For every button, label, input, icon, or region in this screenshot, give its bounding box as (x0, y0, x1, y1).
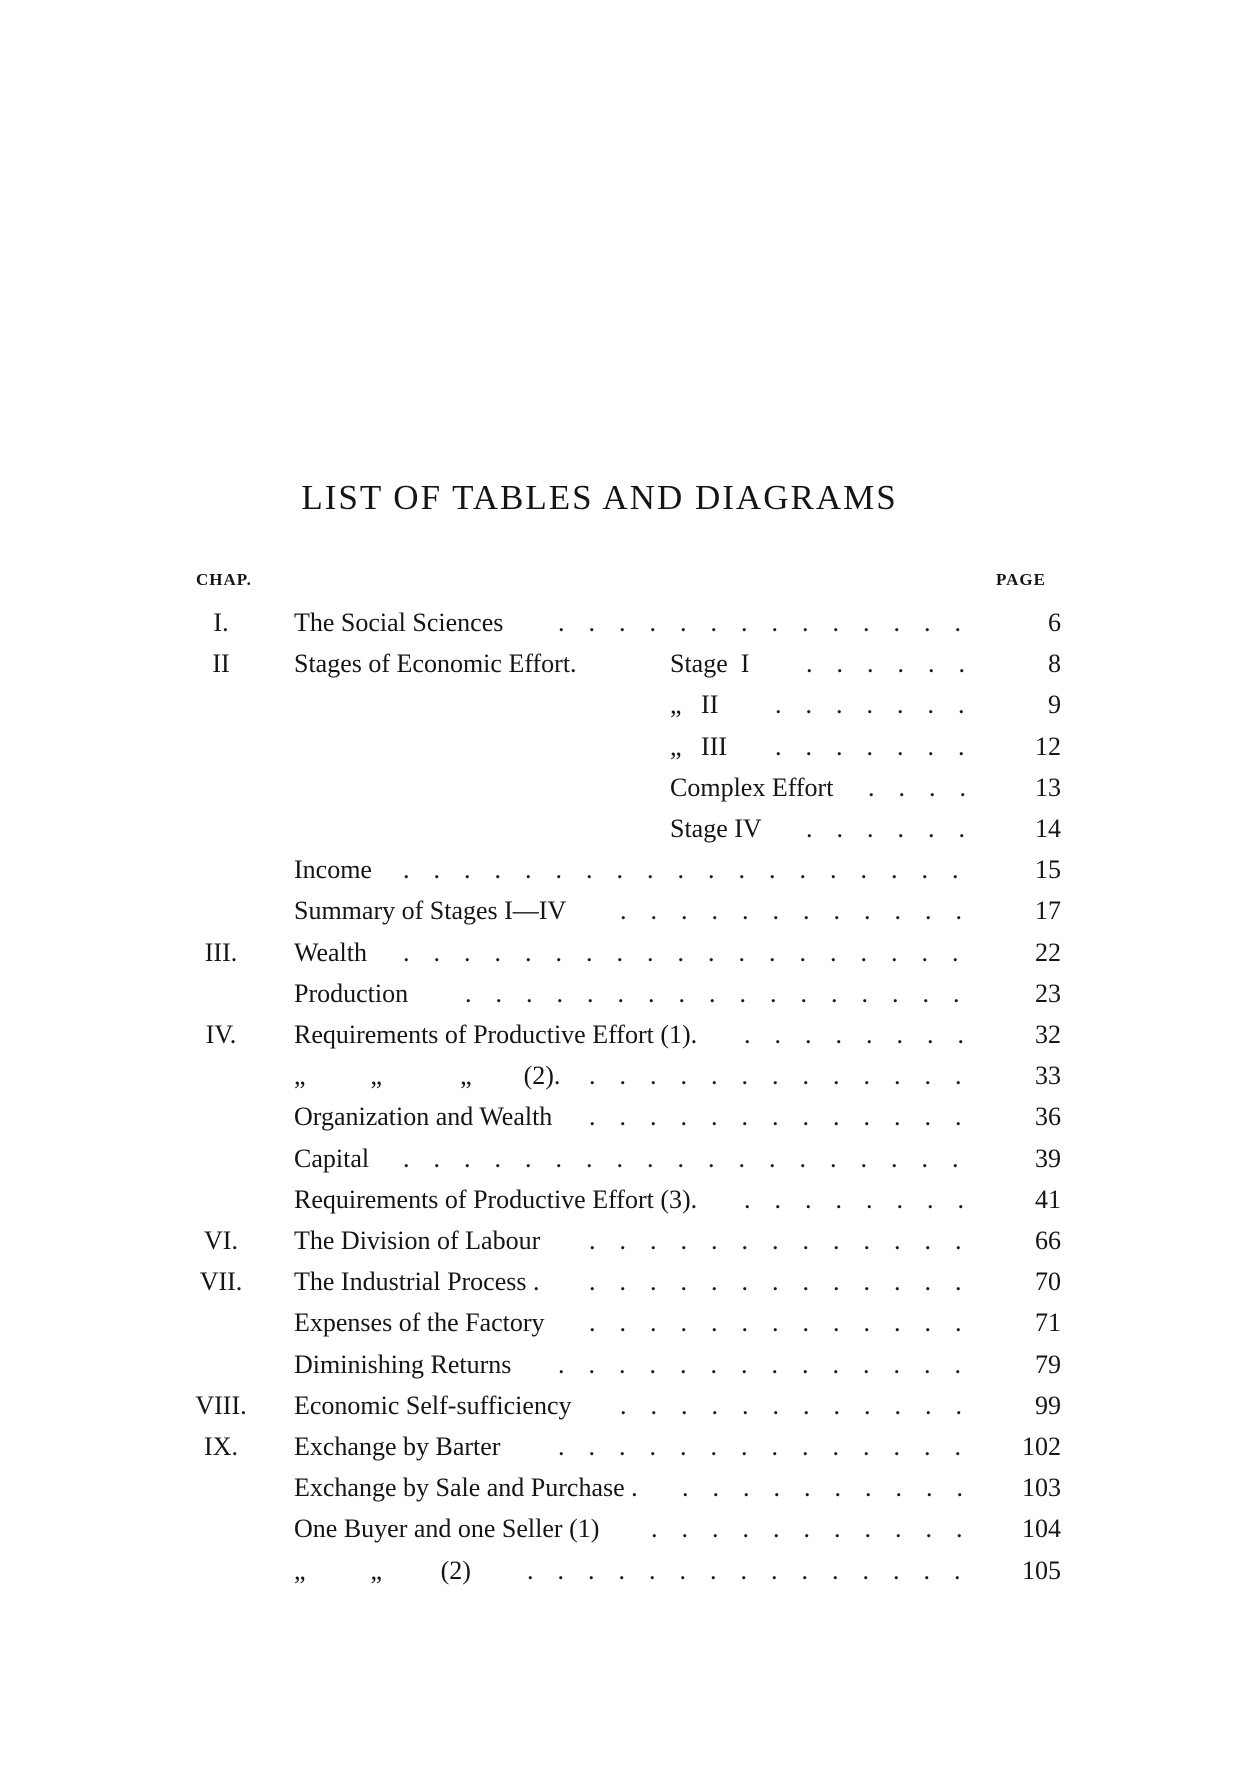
page-number: 23 (1035, 978, 1061, 1008)
list-item (0, 932, 1259, 973)
leader-dots: .... (868, 772, 990, 802)
chap-column-header: CHAP. (196, 570, 252, 589)
entry-title: Economic Self-sufficiency (294, 1390, 572, 1420)
entry-title: Organization and Wealth (294, 1102, 553, 1132)
entry-title: „ „ „ (2). (294, 1061, 561, 1091)
leader-dots: ....... (775, 690, 989, 720)
page-number: 22 (1035, 937, 1061, 967)
page-title: LIST OF TABLES AND DIAGRAMS (301, 478, 898, 517)
page-number: 32 (1035, 1020, 1061, 1049)
entry-title: Exchange by Sale and Purchase . (294, 1473, 638, 1503)
entry-title: Production (294, 978, 409, 1008)
list-item (0, 726, 1259, 767)
page-number: 17 (1035, 896, 1061, 926)
page-number: 41 (1035, 1184, 1061, 1214)
entry-title: „ „ (2) (294, 1555, 471, 1585)
list-item (0, 1302, 1259, 1343)
list-item (0, 1055, 1259, 1096)
leader-dots: ........ (744, 1184, 988, 1214)
list-item (0, 767, 1259, 808)
page-number: 13 (1035, 772, 1061, 802)
leader-dots: ................... (403, 937, 983, 967)
entry-subtitle: Stage I (670, 649, 750, 679)
entry-title: Requirements of Productive Effort (1). (294, 1020, 698, 1049)
entry-title: Income (294, 855, 372, 885)
entry-title: The Industrial Process . (294, 1267, 540, 1297)
leader-dots: ............ (620, 1390, 986, 1420)
page-number: 8 (1048, 649, 1061, 679)
page-number: 14 (1035, 814, 1061, 843)
list-item (0, 1550, 1259, 1591)
list-item (0, 1096, 1259, 1137)
page-number: 36 (1035, 1102, 1061, 1132)
list-item (0, 1385, 1259, 1426)
leader-dots: ............ (620, 896, 986, 926)
entry-title: Capital (294, 1143, 370, 1173)
list-item (0, 1014, 1259, 1055)
entry-title: Summary of Stages I—IV (294, 896, 567, 926)
leader-dots: ............. (589, 1267, 986, 1297)
chapter-number: VIII. (195, 1390, 247, 1420)
leader-dots: ............. (589, 1226, 986, 1255)
chapter-number: I. (213, 608, 229, 637)
page-number: 15 (1035, 855, 1061, 885)
entry-title: Exchange by Barter (294, 1432, 501, 1461)
entry-title: Stages of Economic Effort. (294, 649, 577, 679)
page-number: 102 (1022, 1432, 1061, 1461)
list-item (0, 1261, 1259, 1302)
list-item (0, 849, 1259, 890)
entry-title: Requirements of Productive Effort (3). (294, 1184, 698, 1214)
leader-dots: ...... (806, 649, 989, 679)
list-item (0, 1344, 1259, 1385)
leader-dots: ............... (527, 1555, 985, 1585)
list-item (0, 1426, 1259, 1467)
leader-dots: .............. (558, 608, 985, 637)
leader-dots: .............. (558, 1349, 985, 1379)
list-item (0, 973, 1259, 1014)
leader-dots: ....... (775, 731, 989, 761)
leader-dots: .......... (682, 1473, 987, 1503)
list-item (0, 1508, 1259, 1549)
page-number: 9 (1048, 690, 1061, 720)
chapter-number: II (212, 649, 230, 679)
page-number: 79 (1035, 1349, 1061, 1379)
page-number: 12 (1035, 731, 1061, 761)
page-number: 33 (1035, 1061, 1061, 1091)
leader-dots: ............. (589, 1061, 986, 1091)
page-number: 39 (1035, 1143, 1061, 1173)
page-number: 105 (1022, 1555, 1061, 1585)
page-number: 70 (1035, 1267, 1061, 1297)
entry-subtitle: Complex Effort (670, 772, 834, 802)
page-number: 71 (1035, 1308, 1061, 1338)
page-number: 103 (1022, 1473, 1061, 1503)
leader-dots: ...... (806, 814, 989, 843)
leader-dots: ............. (589, 1102, 986, 1132)
leader-dots: ................. (465, 978, 984, 1008)
page-number: 6 (1048, 608, 1061, 637)
entry-title: The Social Sciences (294, 608, 504, 637)
leader-dots: ........ (744, 1020, 988, 1049)
list-item (0, 808, 1259, 849)
entry-subtitle: Stage IV (670, 814, 762, 843)
page-number: 99 (1035, 1390, 1061, 1420)
list-item (0, 1467, 1259, 1508)
list-item (0, 1220, 1259, 1261)
page-number: 104 (1022, 1514, 1061, 1544)
chapter-number: VI. (204, 1226, 238, 1255)
chapter-number: IV. (205, 1020, 237, 1049)
entry-title: Wealth (294, 937, 367, 967)
entry-title: One Buyer and one Seller (1) (294, 1514, 600, 1544)
page-number: 66 (1035, 1226, 1061, 1255)
list-item (0, 890, 1259, 931)
entry-subtitle: „ II (670, 690, 719, 720)
leader-dots: ................... (403, 855, 983, 885)
chapter-number: III. (204, 937, 238, 967)
list-item (0, 643, 1259, 684)
chapter-number: IX. (204, 1432, 238, 1461)
list-item (0, 602, 1259, 643)
entry-subtitle: „ III (670, 731, 728, 761)
leader-dots: ........... (651, 1514, 987, 1544)
page-column-header: PAGE (996, 570, 1046, 589)
chapter-number: VII. (199, 1267, 243, 1297)
entry-title: Expenses of the Factory (294, 1308, 545, 1338)
entry-title: Diminishing Returns (294, 1349, 512, 1379)
leader-dots: ................... (403, 1143, 983, 1173)
list-item (0, 1138, 1259, 1179)
leader-dots: ............. (589, 1308, 986, 1338)
list-item (0, 1179, 1259, 1220)
entry-title: The Division of Labour (294, 1226, 541, 1255)
list-item (0, 684, 1259, 725)
leader-dots: .............. (558, 1432, 985, 1461)
